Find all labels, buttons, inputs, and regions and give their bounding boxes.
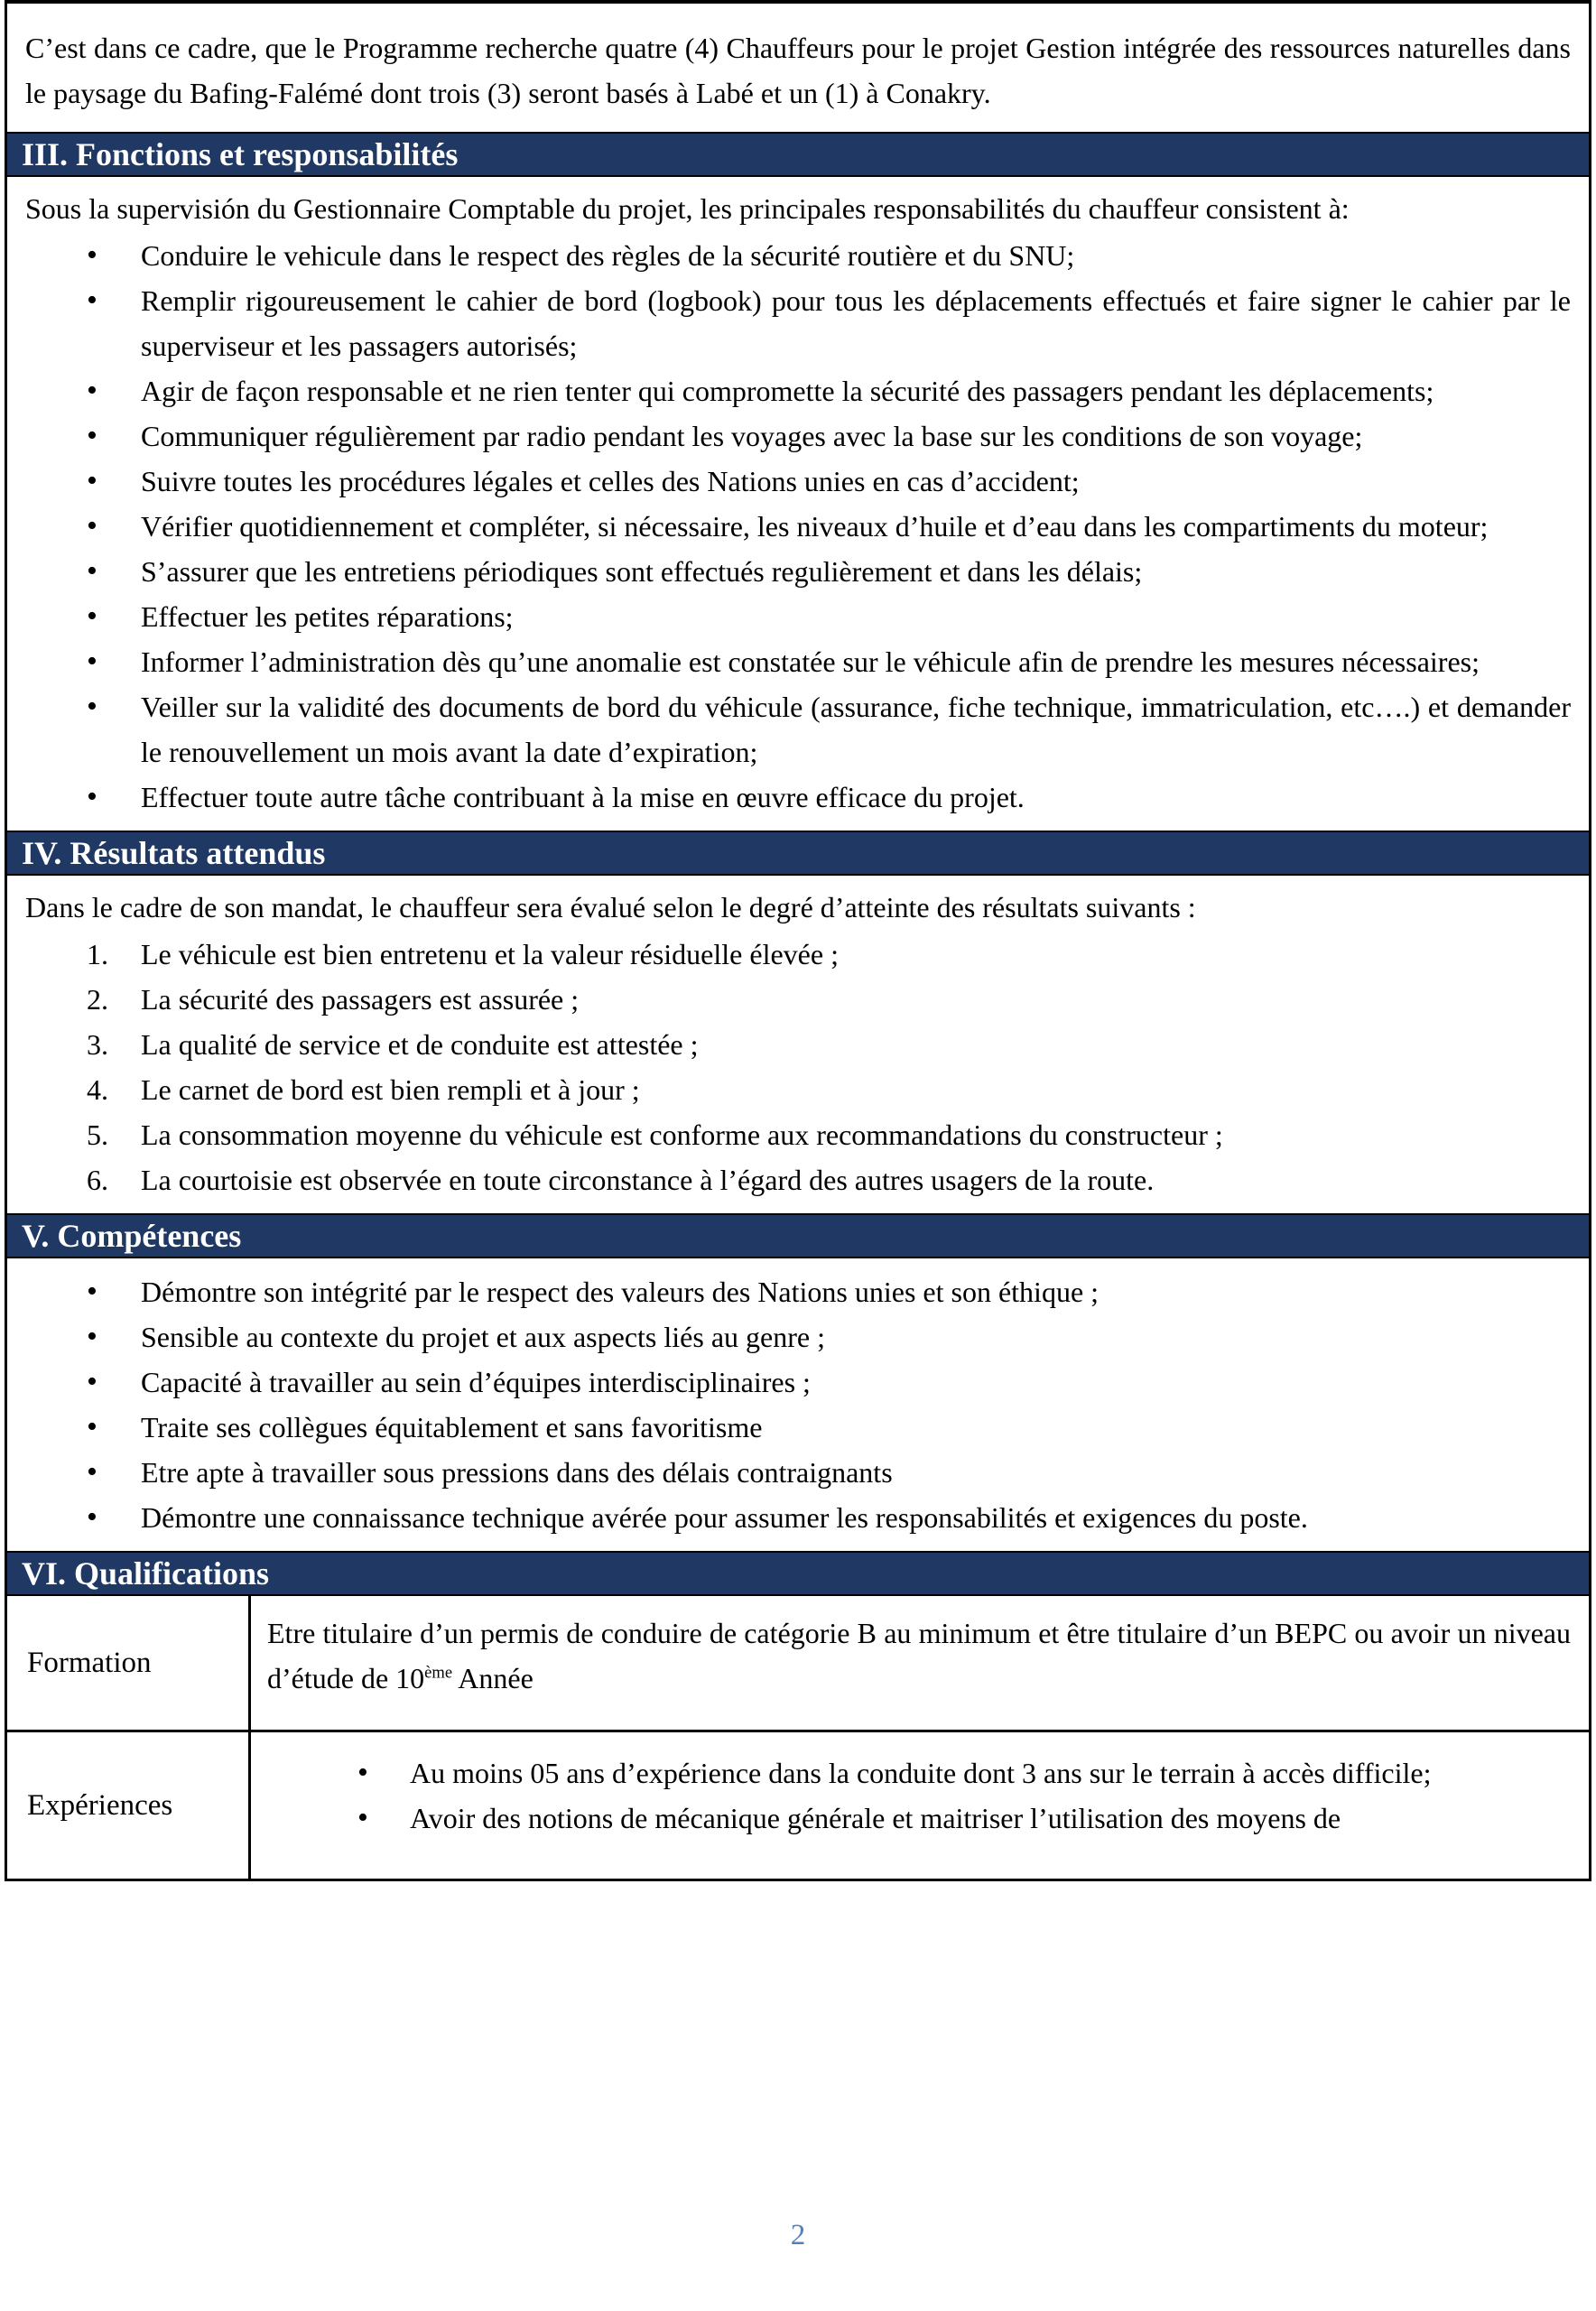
bullet-marker: • (87, 1455, 97, 1489)
section-resultats-body (7, 876, 1589, 1213)
list-item-text: Remplir rigoureusement le cahier de bord (logbook) pour tous les déplacements effectués et faire signer le cahier par le superviseur et les passagers autorisés; (141, 284, 1571, 362)
list-item (25, 549, 1571, 594)
number-marker: 1. (87, 938, 108, 970)
bullet-marker: • (87, 374, 97, 407)
list-item (25, 459, 1571, 504)
ordinal-superscript: ème (424, 1663, 453, 1683)
row-label-experiences (7, 1732, 251, 1879)
list-item (25, 1314, 1571, 1360)
bullet-marker: • (357, 1801, 368, 1834)
list-item-text: Veiller sur la validité des documents de bord du véhicule (assurance, fiche technique, immatriculation, etc….) et demander le renouvellement un mois avant la date d’expiration; (141, 691, 1571, 768)
list-item (25, 1450, 1571, 1495)
list-item-text: Effectuer toute autre tâche contribuant à la mise en œuvre efficace du projet. (141, 781, 1025, 813)
list-item (25, 594, 1571, 639)
bullet-marker: • (87, 283, 97, 317)
formation-text-suffix: Année (452, 1662, 534, 1694)
intro-paragraph: C’est dans ce cadre, que le Programme recherche quatre (4) Chauffeurs pour le projet Gestion intégrée des ressources naturelles dans le paysage du Bafing-Falémé dont trois (3) seront basés à Labé et un (1) à Conakry. (25, 32, 1571, 109)
bullet-marker: • (87, 1365, 97, 1398)
list-item-text: Conduire le vehicule dans le respect des règles de la sécurité routière et du SNU; (141, 239, 1075, 272)
bullet-marker: • (87, 690, 97, 723)
bullet-marker: • (87, 554, 97, 588)
number-marker: 3. (87, 1028, 108, 1061)
list-item-text: Vérifier quotidiennement et compléter, si nécessaire, les niveaux d’huile et d’eau dans les compartiments du moteur; (141, 510, 1489, 543)
list-item (25, 977, 1571, 1022)
list-item-text: Au moins 05 ans d’expérience dans la conduite dont 3 ans sur le terrain à accès difficile; (410, 1757, 1432, 1789)
list-item-text: Agir de façon responsable et ne rien tenter qui compromette la sécurité des passagers pendant les déplacements; (141, 375, 1434, 407)
section-header-qualifications-title: VI. Qualifications (22, 1555, 270, 1592)
list-item (267, 1750, 1571, 1796)
table-row-formation (7, 1596, 1589, 1730)
section-header-resultats-title: IV. Résultats attendus (22, 835, 326, 871)
list-item (25, 1269, 1571, 1314)
fonctions-intro: Sous la supervisión du Gestionnaire Comptable du projet, les principales responsabilités du chauffeur consistent à: (25, 192, 1350, 225)
list-item (25, 1112, 1571, 1157)
list-item (25, 684, 1571, 775)
section-header-fonctions (7, 132, 1589, 177)
number-marker: 2. (87, 983, 108, 1016)
list-item-text: La courtoisie est observée en toute circonstance à l’égard des autres usagers de la route. (141, 1164, 1155, 1196)
list-item (25, 932, 1571, 977)
document-body (5, 0, 1591, 1881)
section-header-competences (7, 1213, 1589, 1258)
list-item (25, 1405, 1571, 1450)
bullet-marker: • (87, 464, 97, 497)
bullet-marker: • (87, 509, 97, 543)
section-header-fonctions-title: III. Fonctions et responsabilités (22, 136, 459, 172)
list-item-text: Démontre son intégrité par le respect des valeurs des Nations unies et son éthique ; (141, 1276, 1100, 1308)
resultats-list (25, 932, 1571, 1202)
list-item-text: Démontre une connaissance technique avérée pour assumer les responsabilités et exigences du poste. (141, 1501, 1308, 1534)
list-item-text: La consommation moyenne du véhicule est conforme aux recommandations du constructeur ; (141, 1118, 1223, 1151)
row-label-formation (7, 1596, 251, 1730)
bullet-marker: • (87, 1275, 97, 1308)
list-item-text: La qualité de service et de conduite est attestée ; (141, 1028, 699, 1061)
formation-text: Etre titulaire d’un permis de conduire de catégorie B au minimum et être titulaire d’un BEPC ou avoir un niveau d’étude de 10 (267, 1617, 1571, 1694)
list-item (25, 233, 1571, 278)
bullet-marker: • (87, 419, 97, 452)
formation-cell (251, 1596, 1589, 1730)
bullet-marker: • (87, 599, 97, 633)
list-item-text: Avoir des notions de mécanique générale et maitriser l’utilisation des moyens de (410, 1802, 1341, 1834)
list-item (25, 1360, 1571, 1405)
bullet-marker: • (87, 1500, 97, 1534)
number-marker: 6. (87, 1164, 108, 1196)
list-item-text: Capacité à travailler au sein d’équipes interdisciplinaires ; (141, 1366, 811, 1398)
number-marker: 4. (87, 1073, 108, 1106)
list-item (25, 775, 1571, 820)
competences-list (25, 1269, 1571, 1540)
list-item (25, 1157, 1571, 1202)
list-item (267, 1796, 1571, 1841)
list-item-text: Communiquer régulièrement par radio pendant les voyages avec la base sur les conditions de son voyage; (141, 420, 1363, 452)
list-item-text: Le véhicule est bien entretenu et la valeur résiduelle élevée ; (141, 938, 839, 970)
list-item-text: Suivre toutes les procédures légales et celles des Nations unies en cas d’accident; (141, 465, 1080, 497)
row-label-text: Expériences (27, 1788, 173, 1822)
bullet-marker: • (87, 238, 97, 272)
table-row-experiences (7, 1730, 1589, 1879)
list-item (25, 278, 1571, 368)
qualifications-table (7, 1596, 1589, 1881)
page-number: 2 (790, 2219, 806, 2251)
bullet-marker: • (87, 780, 97, 813)
list-item (25, 413, 1571, 459)
fonctions-list (25, 233, 1571, 820)
list-item-text: Traite ses collègues équitablement et sans favoritisme (141, 1411, 763, 1443)
list-item-text: Sensible au contexte du projet et aux aspects liés au genre ; (141, 1321, 825, 1353)
list-item (25, 504, 1571, 549)
list-item-text: S’assurer que les entretiens périodiques sont effectués regulièrement et dans les délais; (141, 555, 1143, 588)
number-marker: 5. (87, 1118, 108, 1151)
section-competences-body (7, 1258, 1589, 1551)
list-item-text: Etre apte à travailler sous pressions dans des délais contraignants (141, 1456, 893, 1489)
list-item (25, 639, 1571, 684)
list-item (25, 1067, 1571, 1112)
bullet-marker: • (357, 1756, 368, 1789)
row-label-text: Formation (27, 1646, 152, 1679)
bullet-marker: • (87, 1410, 97, 1443)
list-item-text: La sécurité des passagers est assurée ; (141, 983, 580, 1016)
experiences-cell (251, 1732, 1589, 1879)
list-item-text: Effectuer les petites réparations; (141, 600, 514, 633)
bullet-marker: • (87, 1320, 97, 1353)
resultats-intro: Dans le cadre de son mandat, le chauffeur sera évalué selon le degré d’atteinte des résultats suivants : (25, 891, 1196, 923)
section-header-qualifications (7, 1551, 1589, 1596)
list-item-text: Le carnet de bord est bien rempli et à jour ; (141, 1073, 640, 1106)
bullet-marker: • (87, 645, 97, 678)
list-item (25, 1022, 1571, 1067)
list-item (25, 368, 1571, 413)
list-item-text: Informer l’administration dès qu’une anomalie est constatée sur le véhicule afin de prendre les mesures nécessaires; (141, 645, 1480, 678)
section-fonctions-body (7, 177, 1589, 831)
list-item (25, 1495, 1571, 1540)
section-header-resultats (7, 831, 1589, 876)
section-header-competences-title: V. Compétences (22, 1218, 242, 1254)
